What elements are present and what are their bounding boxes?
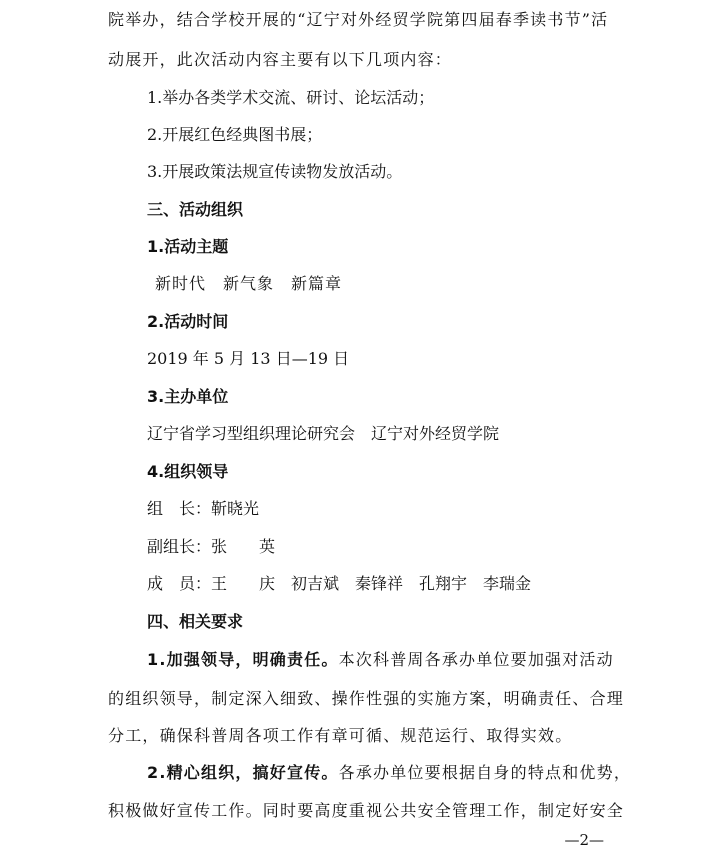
section-heading: 四、相关要求 — [147, 612, 244, 631]
leader-line: 组 长：靳晓光 — [147, 499, 260, 518]
section-heading: 三、活动组织 — [147, 200, 244, 219]
list-item: 1.举办各类学术交流、研讨、论坛活动； — [147, 88, 435, 107]
subsection-heading: 4.组织领导 — [147, 462, 229, 481]
vice-leader-line: 副组长：张 英 — [147, 537, 276, 556]
page-number: —2— — [564, 831, 604, 849]
subsection-heading: 2.活动时间 — [147, 312, 229, 331]
body-text-line — [147, 645, 712, 675]
body-text-line: 分工，确保科普周各项工作有章可循、规范运行、取得实效。 — [108, 726, 573, 745]
body-text-line — [147, 758, 712, 788]
body-text: 各承办单位要根据自身的特点和优势， — [338, 763, 632, 782]
event-date: 2019 年 5 月 13 日—19 日 — [147, 349, 350, 368]
body-text-line: 院举办，结合学校开展的“辽宁对外经贸学院第四届春季读书节”活 — [108, 10, 609, 29]
list-item: 2.开展红色经典图书展； — [147, 125, 323, 144]
organizers: 辽宁省学习型组织理论研究会 辽宁对外经贸学院 — [147, 424, 500, 443]
members-line: 成 员：王 庆 初吉斌 秦锋祥 孔翔宇 李瑞金 — [147, 574, 532, 593]
emphasis-text: 1.加强领导，明确责任。 — [147, 650, 339, 669]
subsection-heading: 3.主办单位 — [147, 387, 229, 406]
emphasis-text: 2.精心组织，搞好宣传。 — [147, 763, 339, 782]
body-text: 本次科普周各承办单位要加强对活动 — [338, 650, 614, 669]
body-text-line: 动展开，此次活动内容主要有以下几项内容： — [108, 50, 453, 69]
theme-text: 新时代 新气象 新篇章 — [155, 274, 343, 293]
list-item: 3.开展政策法规宣传读物发放活动。 — [147, 162, 403, 181]
body-text-line: 的组织领导，制定深入细致、操作性强的实施方案，明确责任、合理 — [108, 689, 625, 708]
body-text-line: 积极做好宣传工作。同时要高度重视公共安全管理工作，制定好安全 — [108, 801, 625, 820]
subsection-heading: 1.活动主题 — [147, 237, 229, 256]
